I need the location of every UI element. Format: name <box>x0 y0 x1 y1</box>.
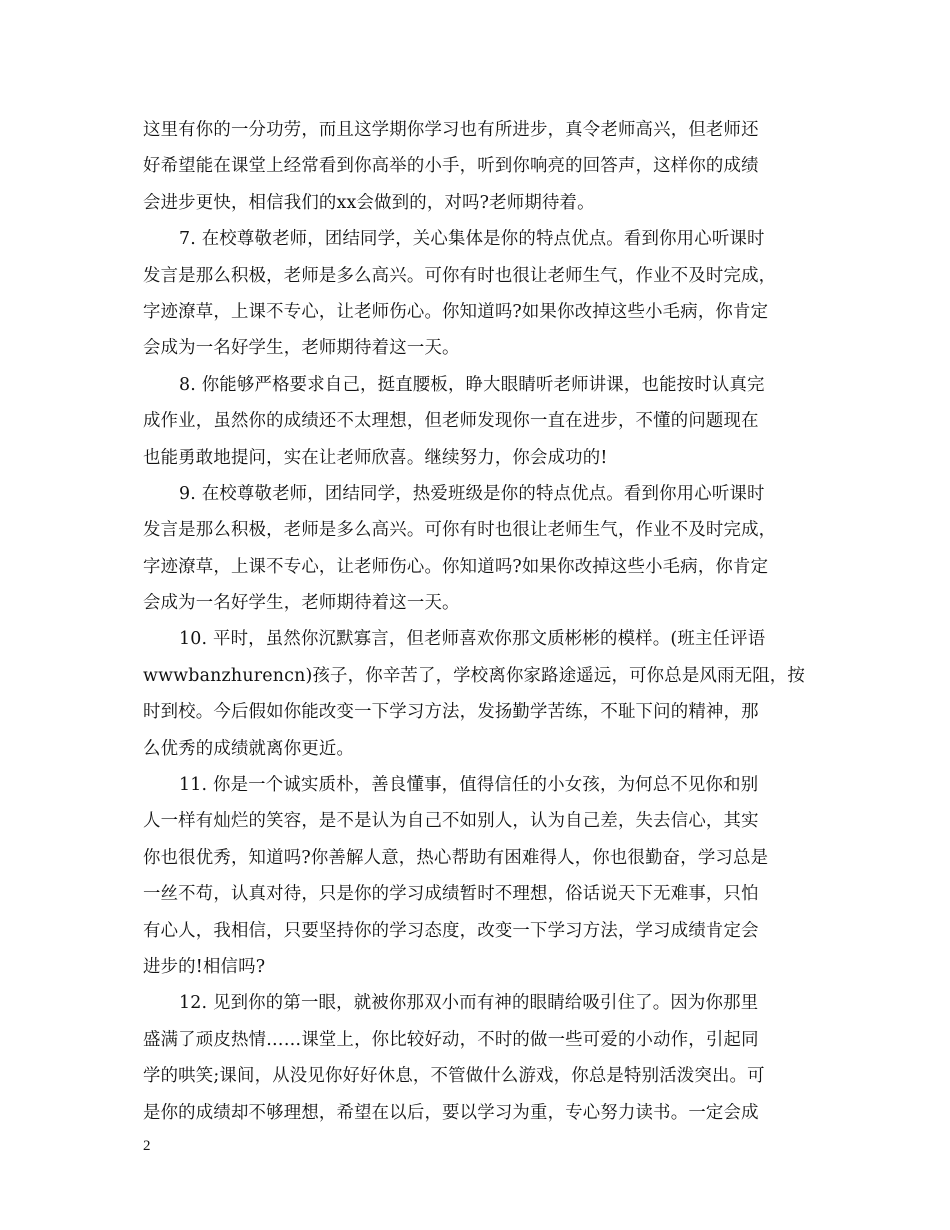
text-line: 么优秀的成绩就离你更近。 <box>143 738 355 759</box>
paragraph-9-start: 9. 在校尊敬老师，团结同学，热爱班级是你的特点优点。看到你用心听课时 <box>179 483 765 504</box>
page-number: 2 <box>143 1138 151 1154</box>
text-line: 时到校。今后假如你能改变一下学习方法，发扬勤学苦练，不耻下问的精神，那 <box>143 702 759 723</box>
text-line: 你也很优秀，知道吗?你善解人意，热心帮助有困难得人，你也很勤奋，学习总是 <box>143 847 769 868</box>
paragraph-8-start: 8. 你能够严格要求自己，挺直腰板，睁大眼睛听老师讲课，也能按时认真完 <box>179 374 765 395</box>
document-body <box>143 112 811 1131</box>
text-line: 学的哄笑;课间，从没见你好好休息，不管做什么游戏，你总是特别活泼突出。可 <box>143 1066 765 1087</box>
text-line: 会进步更快，相信我们的xx会做到的，对吗?老师期待着。 <box>143 192 595 213</box>
paragraph-10-start: 10. 平时，虽然你沉默寡言，但老师喜欢你那文质彬彬的模样。(班主任评语 <box>179 629 766 650</box>
text-line: 一丝不苟，认真对待，只是你的学习成绩暂时不理想，俗话说天下无难事，只怕 <box>143 884 759 905</box>
paragraph-11-start: 11. 你是一个诚实质朴，善良懂事，值得信任的小女孩，为何总不见你和别 <box>179 775 759 796</box>
text-line: 进步的!相信吗? <box>143 956 266 977</box>
text-line: 盛满了顽皮热情……课堂上，你比较好动，不时的做一些可爱的小动作，引起同 <box>143 1029 759 1050</box>
text-line: wwwbanzhurencn)孩子，你辛苦了，学校离你家路途遥远，可你总是风雨无阻，按 <box>143 665 805 686</box>
text-line: 字迹潦草，上课不专心，让老师伤心。你知道吗?如果你改掉这些小毛病，你肯定 <box>143 556 769 577</box>
text-line: 成作业，虽然你的成绩还不太理想，但老师发现你一直在进步，不懂的问题现在 <box>143 411 759 432</box>
text-line: 好希望能在课堂上经常看到你高举的小手，听到你响亮的回答声，这样你的成绩 <box>143 156 759 177</box>
text-line: 也能勇敢地提问，实在让老师欣喜。继续努力，你会成功的! <box>143 447 608 468</box>
text-line: 发言是那么积极，老师是多么高兴。可你有时也很让老师生气，作业不及时完成， <box>143 520 777 541</box>
text-line: 会成为一名好学生，老师期待着这一天。 <box>143 338 460 359</box>
text-line: 有心人，我相信，只要坚持你的学习态度，改变一下学习方法，学习成绩肯定会 <box>143 920 759 941</box>
text-line: 字迹潦草，上课不专心，让老师伤心。你知道吗?如果你改掉这些小毛病，你肯定 <box>143 301 769 322</box>
text-line: 是你的成绩却不够理想，希望在以后，要以学习为重，专心努力读书。一定会成 <box>143 1102 759 1123</box>
text-line: 人一样有灿烂的笑容，是不是认为自己不如别人，认为自己差，失去信心，其实 <box>143 811 759 832</box>
text-line: 会成为一名好学生，老师期待着这一天。 <box>143 593 460 614</box>
paragraph-12-start: 12. 见到你的第一眼，就被你那双小而有神的眼睛给吸引住了。因为你那里 <box>179 993 759 1014</box>
text-line: 发言是那么积极，老师是多么高兴。可你有时也很让老师生气，作业不及时完成， <box>143 265 777 286</box>
paragraph-7-start: 7. 在校尊敬老师，团结同学，关心集体是你的特点优点。看到你用心听课时 <box>179 229 765 250</box>
text-line: 这里有你的一分功劳，而且这学期你学习也有所进步，真令老师高兴，但老师还 <box>143 120 759 140</box>
